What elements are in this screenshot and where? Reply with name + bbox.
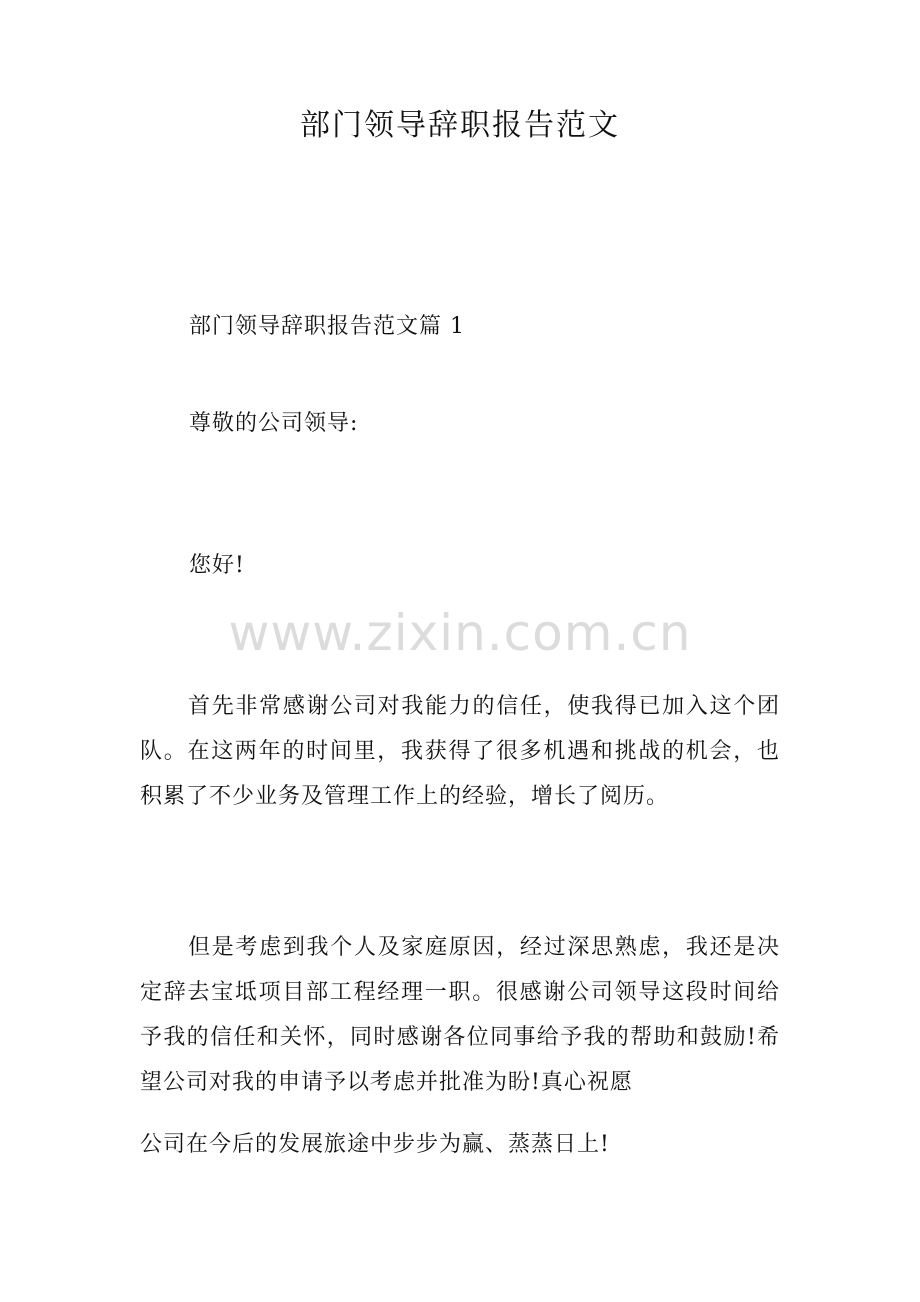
greeting: 您好! [189,553,245,578]
section-heading: 部门领导辞职报告范文篇 1 [189,314,465,339]
salutation: 尊敬的公司领导: [189,411,359,436]
document-title: 部门领导辞职报告范文 [300,108,620,143]
watermark: www.zixin.com.cn [228,604,692,662]
paragraph-closing-line: 公司在今后的发展旅途中步步为赢、蒸蒸日上! [140,1132,610,1157]
paragraph-resignation: 但是考虑到我个人及家庭原因，经过深思熟虑，我还是决定辞去宝坻项目部工程经理一职。很感谢公司领导这段时间给予我的信任和关怀，同时感谢各位同事给予我的帮助和鼓励!希望公司对我的申请予以考虑并批准为盼!真心祝愿 [140,935,780,1095]
paragraph-gratitude: 首先非常感谢公司对我能力的信任，使我得已加入这个团队。在这两年的时间里，我获得了很多机遇和挑战的机会，也积累了不少业务及管理工作上的经验，增长了阅历。 [140,694,780,809]
